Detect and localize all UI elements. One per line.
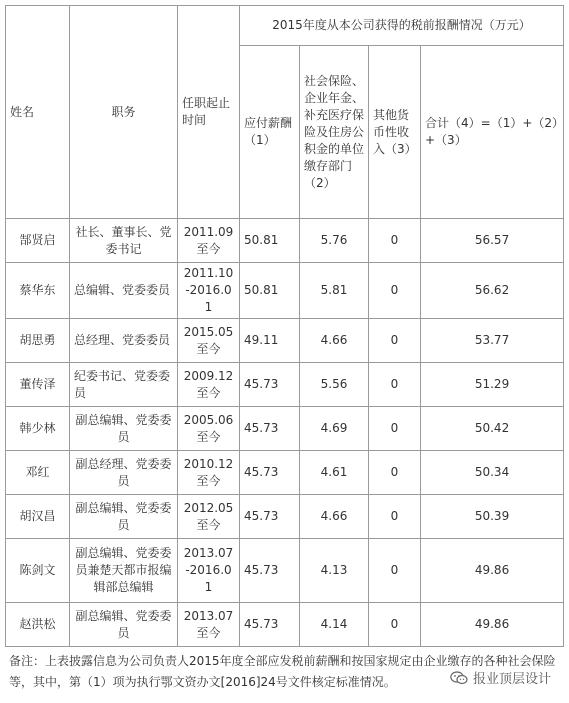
table-row [6,603,564,647]
cell-total: 51.29 [421,363,564,407]
header-tenure: 任职起止时间 [178,6,240,219]
cell-salary: 50.81 [240,263,300,319]
table-row [6,319,564,363]
header-name: 姓名 [6,6,70,219]
cell-tenure: 2015.05至今 [178,319,240,363]
table-row [6,495,564,539]
cell-total: 49.86 [421,603,564,647]
cell-name: 陈剑文 [6,539,70,603]
cell-position: 社长、董事长、党委书记 [70,219,178,263]
table-row [6,219,564,263]
cell-position: 纪委书记、党委委员 [70,363,178,407]
cell-name: 胡汉昌 [6,495,70,539]
cell-tenure: 2005.06至今 [178,407,240,451]
cell-name: 邓红 [6,451,70,495]
cell-social: 4.61 [300,451,369,495]
cell-tenure: 2013.07至今 [178,603,240,647]
cell-tenure: 2010.12至今 [178,451,240,495]
cell-salary: 45.73 [240,495,300,539]
cell-salary: 45.73 [240,363,300,407]
cell-social: 5.56 [300,363,369,407]
cell-social: 5.76 [300,219,369,263]
cell-tenure: 2011.10-2016.01 [178,263,240,319]
table-row [6,263,564,319]
cell-other: 0 [369,451,421,495]
cell-other: 0 [369,495,421,539]
cell-social: 5.81 [300,263,369,319]
cell-social: 4.66 [300,319,369,363]
cell-salary: 45.73 [240,603,300,647]
cell-salary: 50.81 [240,219,300,263]
cell-total: 53.77 [421,319,564,363]
header-social: 社会保险、企业年金、补充医疗保险及住房公积金的单位缴存部门（2） [300,46,369,219]
cell-name: 韩少林 [6,407,70,451]
cell-other: 0 [369,407,421,451]
cell-tenure: 2012.05至今 [178,495,240,539]
compensation-table [5,5,564,647]
cell-position: 副总编辑、党委委员 [70,407,178,451]
cell-total: 56.57 [421,219,564,263]
cell-position: 总编辑、党委委员 [70,263,178,319]
cell-social: 4.66 [300,495,369,539]
cell-name: 董传泽 [6,363,70,407]
cell-total: 50.42 [421,407,564,451]
cell-salary: 45.73 [240,539,300,603]
cell-other: 0 [369,539,421,603]
cell-social: 4.14 [300,603,369,647]
cell-total: 56.62 [421,263,564,319]
watermark-text: 报业顶层设计 [472,672,551,687]
header-salary: 应付薪酬（1） [240,46,300,219]
cell-name: 胡思勇 [6,319,70,363]
cell-total: 49.86 [421,539,564,603]
cell-name: 郜贤启 [6,219,70,263]
cell-other: 0 [369,603,421,647]
cell-total: 50.39 [421,495,564,539]
cell-salary: 45.73 [240,407,300,451]
header-group: 2015年度从本公司获得的税前报酬情况（万元） [240,6,564,46]
cell-salary: 49.11 [240,319,300,363]
header-position: 职务 [70,6,178,219]
table-row [6,363,564,407]
cell-other: 0 [369,319,421,363]
cell-name: 赵洪松 [6,603,70,647]
cell-position: 总经理、党委委员 [70,319,178,363]
cell-other: 0 [369,263,421,319]
footnote: 备注：上表披露信息为公司负责人2015年度全部应发税前薪酬和按国家规定由企业缴存的各种社会保险等，其中，第（1）项为执行鄂文资办文[2016]24号文件核定标准情况。 [9,654,556,689]
cell-tenure: 2011.09至今 [178,219,240,263]
watermark [450,668,551,687]
cell-other: 0 [369,363,421,407]
cell-other: 0 [369,219,421,263]
cell-tenure: 2013.07-2016.01 [178,539,240,603]
wechat-icon [450,671,468,685]
cell-position: 副总经理、党委委员 [70,451,178,495]
table-row [6,407,564,451]
cell-position: 副总编辑、党委委员 [70,495,178,539]
header-total: 合计（4）=（1）+（2）+（3） [421,46,564,219]
cell-position: 副总编辑、党委委员兼楚天都市报编辑部总编辑 [70,539,178,603]
cell-position: 副总编辑、党委委员 [70,603,178,647]
table-row [6,539,564,603]
cell-salary: 45.73 [240,451,300,495]
table-row [6,451,564,495]
cell-tenure: 2009.12至今 [178,363,240,407]
header-other: 其他货币性收入（3） [369,46,421,219]
cell-social: 4.69 [300,407,369,451]
cell-social: 4.13 [300,539,369,603]
cell-name: 蔡华东 [6,263,70,319]
cell-total: 50.34 [421,451,564,495]
